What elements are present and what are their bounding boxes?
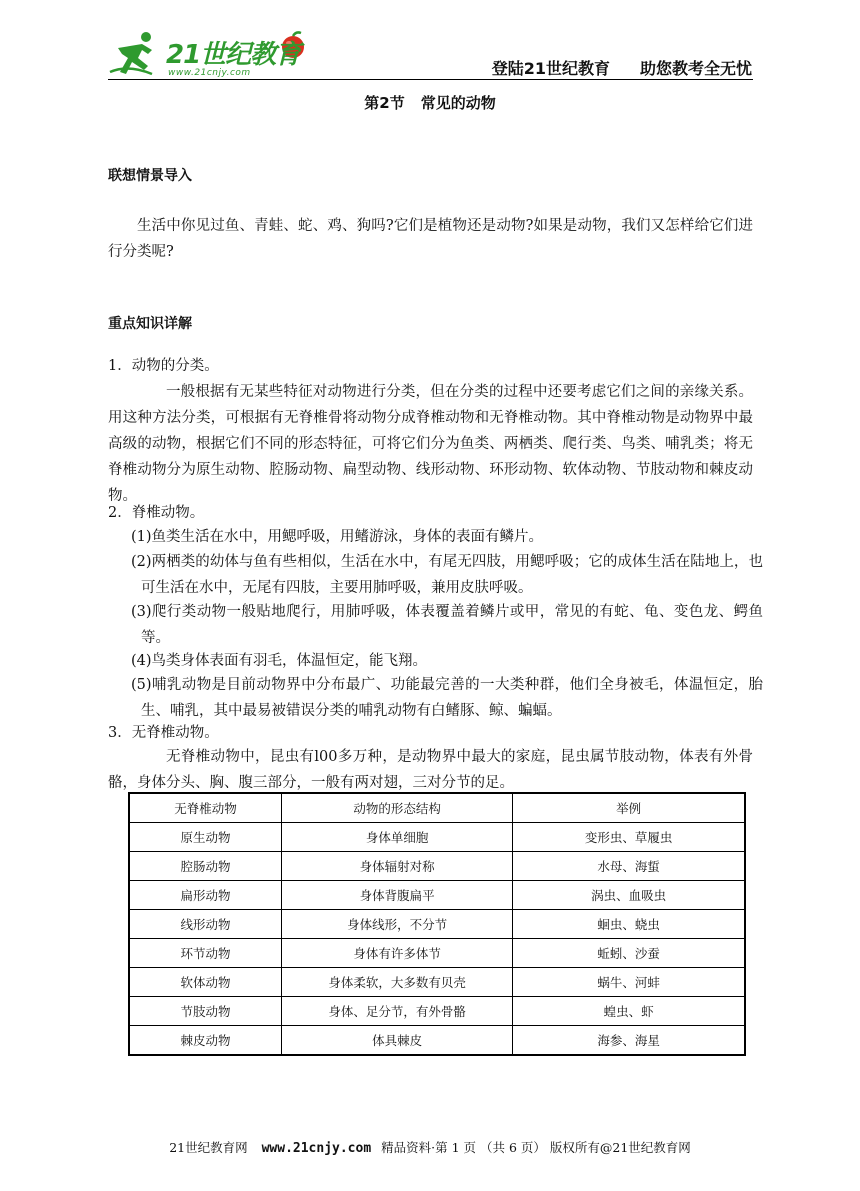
table-row xyxy=(129,823,745,852)
table-cell: 线形动物 xyxy=(129,910,281,939)
footer-url[interactable]: www.21cnjy.com xyxy=(261,1141,372,1156)
table-row xyxy=(129,1026,745,1056)
table-cell: 涡虫、血吸虫 xyxy=(513,881,745,910)
table-cell: 身体背腹扁平 xyxy=(281,881,512,910)
table-cell: 身体辐射对称 xyxy=(281,852,512,881)
table-row xyxy=(129,881,745,910)
table-cell: 扁形动物 xyxy=(129,881,281,910)
table-cell: 蛔虫、蛲虫 xyxy=(513,910,745,939)
point-1-title: 1．动物的分类。 xyxy=(108,358,219,374)
table-header-row xyxy=(129,793,745,823)
table-cell: 蝗虫、虾 xyxy=(513,997,745,1026)
table-cell: 体具棘皮 xyxy=(281,1026,512,1056)
table-header-cell: 举例 xyxy=(513,793,745,823)
table-cell: 身体、足分节，有外骨骼 xyxy=(281,997,512,1026)
table-cell: 变形虫、草履虫 xyxy=(513,823,745,852)
title-name: 常见的动物 xyxy=(420,94,496,112)
table-row xyxy=(129,910,745,939)
footer-site: 21世纪教育网 xyxy=(169,1140,248,1155)
slogan-right: 助您教考全无忧 xyxy=(639,59,752,78)
knowledge-heading: 重点知识详解 xyxy=(108,316,192,332)
table-cell: 节肢动物 xyxy=(129,997,281,1026)
page-footer xyxy=(0,1138,860,1156)
table-cell: 海参、海星 xyxy=(513,1026,745,1056)
title-section: 第2节 xyxy=(364,94,405,112)
runner-icon xyxy=(108,28,168,80)
logo-text: 21世纪教育 xyxy=(166,40,301,70)
point-1-paragraph: 一般根据有无某些特征对动物进行分类，但在分类的过程中还要考虑它们之间的亲缘关系。用这种方法分类，可根据有无脊椎骨将动物分成脊椎动物和无脊椎动物。其中脊椎动物是动物界中最高级的动物，根据它们不同的形态特征，可将它们分为鱼类、两栖类、爬行类、鸟类、哺乳类；将无脊椎动物分为原生动物、腔肠动物、扁型动物、线形动物、环形动物、软体动物、节肢动物和棘皮动物。 xyxy=(108,384,753,504)
footer-page-info: 精品资料·第 1 页 （共 6 页） 版权所有@21世纪教育网 xyxy=(381,1140,691,1155)
table-cell: 身体线形，不分节 xyxy=(281,910,512,939)
vertebrate-item: (3)爬行类动物一般贴地爬行，用肺呼吸，体表覆盖着鳞片或甲，常见的有蛇、龟、变色龙、鳄鱼等。 xyxy=(131,604,763,646)
vertebrate-item: (2)两栖类的幼体与鱼有些相似，生活在水中，有尾无四肢，用鳃呼吸；它的成体生活在陆地上，也可生活在水中，无尾有四肢，主要用肺呼吸，兼用皮肤呼吸。 xyxy=(131,554,763,596)
table-cell: 环节动物 xyxy=(129,939,281,968)
logo xyxy=(108,28,308,80)
table-cell: 身体有许多体节 xyxy=(281,939,512,968)
table-cell: 棘皮动物 xyxy=(129,1026,281,1056)
page-header xyxy=(108,28,752,80)
intro-paragraph: 生活中你见过鱼、青蛙、蛇、鸡、狗吗?它们是植物还是动物?如果是动物，我们又怎样给它们进行分类呢? xyxy=(108,218,753,260)
vertebrate-item: (5)哺乳动物是目前动物界中分布最广、功能最完善的一大类种群，他们全身被毛，体温恒定，胎生、哺乳，其中最易被错误分类的哺乳动物有白鳍豚、鲸、蝙蝠。 xyxy=(131,677,763,719)
table-row xyxy=(129,997,745,1026)
point-3-paragraph: 无脊椎动物中，昆虫有l00多万种，是动物界中最大的家庭，昆虫属节肢动物，体表有外骨骼，身体分头、胸、腹三部分，一般有两对翅，三对分节的足。 xyxy=(108,749,753,791)
slogan-left: 登陆21世纪教育 xyxy=(491,59,610,78)
invertebrate-table xyxy=(128,792,746,1056)
table-cell: 原生动物 xyxy=(129,823,281,852)
table-row xyxy=(129,852,745,881)
table-header-cell: 无脊椎动物 xyxy=(129,793,281,823)
header-slogan xyxy=(492,56,752,79)
table-cell: 蜗牛、河蚌 xyxy=(513,968,745,997)
table-cell: 蚯蚓、沙蚕 xyxy=(513,939,745,968)
point-3-title: 3．无脊椎动物。 xyxy=(108,725,219,741)
point-2-title: 2．脊椎动物。 xyxy=(108,505,205,521)
table-row xyxy=(129,968,745,997)
table-cell: 水母、海蜇 xyxy=(513,852,745,881)
table-header-cell: 动物的形态结构 xyxy=(281,793,512,823)
logo-url: www.21cnjy.com xyxy=(168,68,251,78)
vertebrate-item: (4)鸟类身体表面有羽毛，体温恒定，能飞翔。 xyxy=(131,653,428,669)
intro-heading: 联想情景导入 xyxy=(108,168,192,184)
table-cell: 身体单细胞 xyxy=(281,823,512,852)
table-row xyxy=(129,939,745,968)
vertebrate-item: (1)鱼类生活在水中，用鳃呼吸，用鳍游泳，身体的表面有鳞片。 xyxy=(131,529,544,545)
page-title xyxy=(0,92,860,113)
table-cell: 软体动物 xyxy=(129,968,281,997)
table-cell: 身体柔软，大多数有贝壳 xyxy=(281,968,512,997)
header-divider xyxy=(108,79,753,80)
table-cell: 腔肠动物 xyxy=(129,852,281,881)
